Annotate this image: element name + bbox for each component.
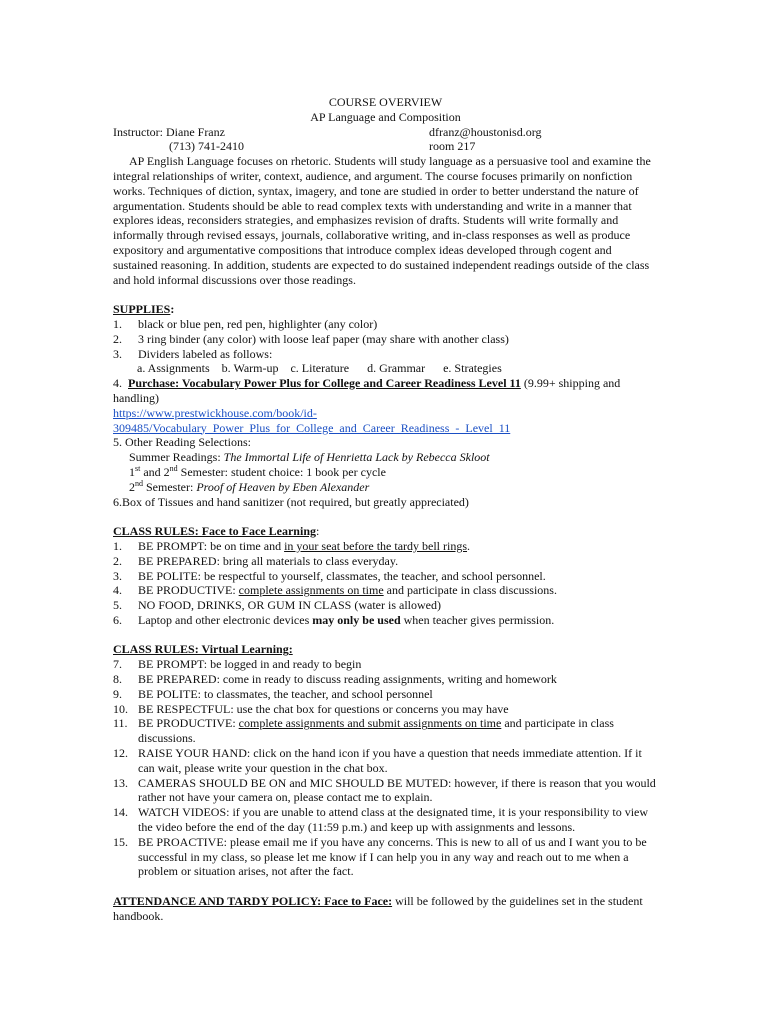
rule-item: 7. BE PROMPT: be logged in and ready to begin: [113, 657, 362, 672]
instructor-email: dfranz@houstonisd.org: [429, 124, 542, 139]
instructor-name: Instructor: Diane Franz: [113, 124, 225, 139]
semester-2-readings: 2nd Semester: Proof of Heaven by Eben Alexander: [129, 478, 370, 494]
rule-item: 14. WATCH VIDEOS: if you are unable to attend class at the designated time, it is your responsibility to view the video before the end of the day (11:59 p.m.) and keep up with assignments and lessons.: [113, 805, 649, 835]
document-body: [113, 95, 658, 924]
rule-item: 1. BE PROMPT: be on time and in your seat before the tardy bell rings.: [113, 538, 471, 553]
rule-item: 8. BE PREPARED: come in ready to discuss reading assignments, writing and homework: [113, 672, 557, 687]
doc-subtitle: AP Language and Composition: [310, 109, 461, 124]
rule-item: 4. BE PRODUCTIVE: complete assignments on time and participate in class discussions.: [113, 583, 557, 598]
contact-row: [113, 139, 658, 154]
summer-readings: Summer Readings: The Immortal Life of Henrietta Lack by Rebecca Skloot: [129, 450, 490, 465]
purchase-item: 4. Purchase: Vocabulary Power Plus for College and Career Readiness Level 11 (9.99+ shipping and handling): [113, 376, 621, 405]
semester-1-2-readings: 1st and 2nd Semester: student choice: 1 book per cycle: [129, 463, 386, 479]
virtual-rules-heading: CLASS RULES: Virtual Learning:: [113, 642, 293, 657]
rule-item: 5. NO FOOD, DRINKS, OR GUM IN CLASS (water is allowed): [113, 598, 441, 613]
supply-item: 3. Dividers labeled as follows:: [113, 346, 273, 361]
intro-paragraph: AP English Language focuses on rhetoric. Students will study language as a persuasive tool and examine the integral relationships of writer, context, audience, and argument. The course focuses primarily on nonfiction works. Techniques of diction, syntax, imagery, and tone are studied in order to better understand the nature of argumentation. Students should be able to read complex texts with understanding and write in a manner that explores ideas, reconsiders strategies, and emphasizes revision of drafts. Students will write formally and informally through revised essays, journals, collaborative writing, and in-class responses as well as produce expository and argumentative compositions that introduce complex ideas developed through cogent and sustained reasoning. In addition, students are expected to do sustained independent readings outside of the class and hold informal discussions over those readings.: [113, 154, 651, 287]
attendance-policy: ATTENDANCE AND TARDY POLICY: Face to Face: will be followed by the guidelines set in the student handbook.: [113, 894, 643, 923]
face-rules-heading: CLASS RULES: Face to Face Learning:: [113, 524, 320, 539]
rule-item: 3. BE POLITE: be respectful to yourself, classmates, the teacher, and school personnel.: [113, 568, 546, 583]
rule-item: 2. BE PREPARED: bring all materials to class everyday.: [113, 553, 399, 568]
rule-item: 15. BE PROACTIVE: please email me if you have any concerns. This is new to all of us and I want you to be successful in my class, so please let me know if I can help you in any way and reach out to me when a problem or situation arises, not after the fact.: [113, 834, 647, 879]
instructor-room: room 217: [429, 139, 476, 154]
rule-item: 11. BE PRODUCTIVE: complete assignments and submit assignments on time and participate in class discussions.: [113, 716, 614, 746]
divider-labels: a. Assignments b. Warm-up c. Literature d. Grammar e. Strategies: [137, 361, 502, 376]
instructor-phone: (713) 741-2410: [169, 139, 244, 154]
supply-item: 2. 3 ring binder (any color) with loose leaf paper (may share with another class): [113, 331, 509, 346]
supply-item-6: 6.Box of Tissues and hand sanitizer (not required, but greatly appreciated): [113, 494, 469, 509]
doc-title: COURSE OVERVIEW: [328, 95, 443, 109]
other-readings-heading: 5. Other Reading Selections:: [113, 435, 251, 450]
instructor-row: [113, 125, 658, 140]
rule-item: 6. Laptop and other electronic devices may only be used when teacher gives permission.: [113, 612, 555, 627]
rule-item: 13. CAMERAS SHOULD BE ON and MIC SHOULD BE MUTED: however, if there is reason that you would rather not have your camera on, please contact me to explain.: [113, 775, 656, 805]
rule-item: 9. BE POLITE: to classmates, the teacher, and school personnel: [113, 686, 433, 701]
supplies-heading: SUPPLIES:: [113, 302, 175, 317]
rule-item: 12. RAISE YOUR HAND: click on the hand icon if you have a question that needs immediate attention. If it can wait, please write your question in the chat box.: [113, 746, 642, 775]
purchase-link[interactable]: https://www.prestwickhouse.com/book/id- 309485/Vocabulary_Power_Plus_for_College_and_Career_Readiness_-_Level_11: [113, 405, 511, 435]
rule-item: 10. BE RESPECTFUL: use the chat box for questions or concerns you may have: [113, 701, 509, 716]
supply-item: 1. black or blue pen, red pen, highlighter (any color): [113, 316, 378, 331]
